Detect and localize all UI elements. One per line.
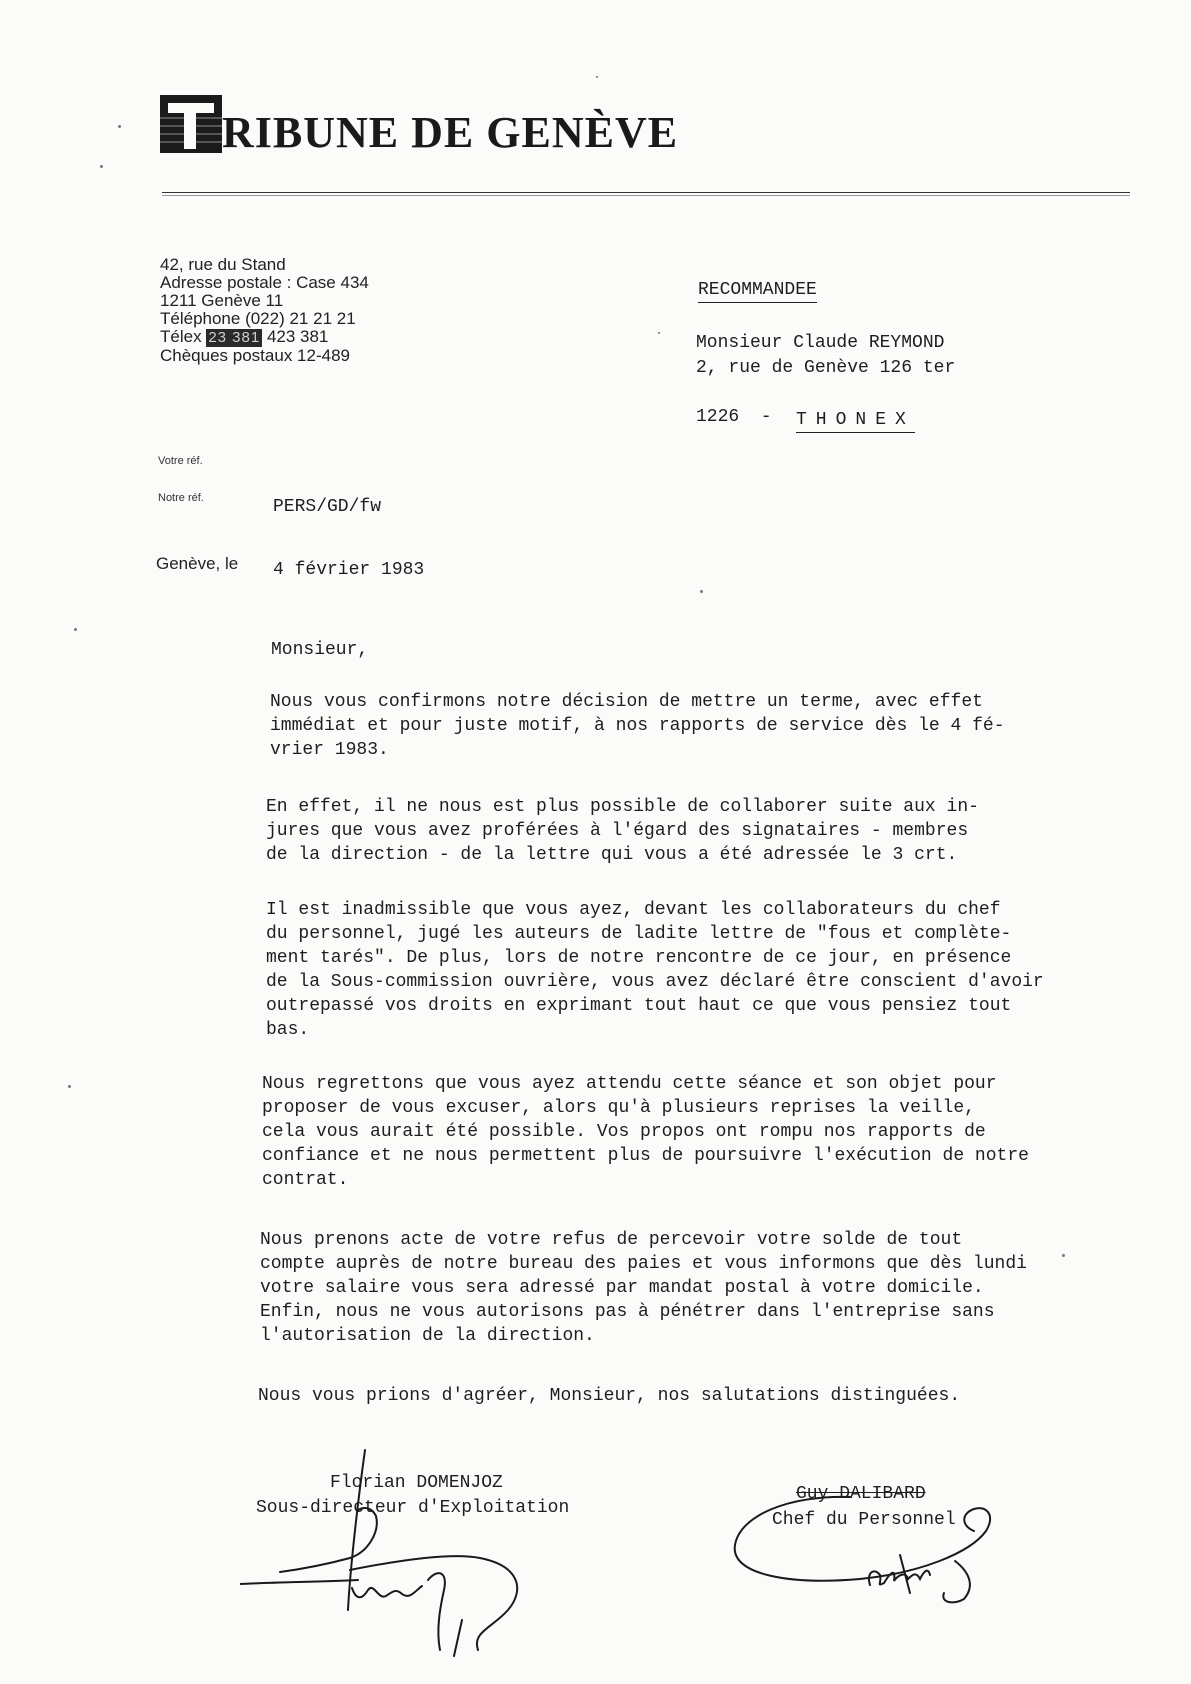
right-signatory-name: Guy DALIBARD <box>796 1484 926 1504</box>
paragraph-line: Enfin, nous ne vous autorisons pas à pénétrer dans l'entreprise sans <box>260 1302 995 1322</box>
paragraph-5 <box>260 1228 1027 1348</box>
telex-new-number: 423 381 <box>266 327 329 346</box>
scan-speck <box>700 590 703 593</box>
your-reference-label: Votre réf. <box>158 455 203 467</box>
paragraph-1 <box>270 690 1005 762</box>
company-phone: Téléphone (022) 21 21 21 <box>160 309 356 328</box>
company-address <box>160 256 369 365</box>
company-giro: Chèques postaux 12-489 <box>160 346 350 365</box>
paragraph-line: bas. <box>266 1020 310 1040</box>
paragraph-line: l'autorisation de la direction. <box>260 1326 595 1346</box>
paragraph-line: cela vous aurait été possible. Vos propos ont rompu nos rapports de <box>262 1122 986 1142</box>
handwritten-signature-left <box>240 1440 570 1660</box>
right-signatory-title: Chef du Personnel <box>772 1510 956 1530</box>
header-rule <box>162 192 1130 193</box>
handwritten-signature-right <box>730 1475 1010 1615</box>
recipient-name: Monsieur Claude REYMOND <box>696 333 945 353</box>
telex-prefix: Télex <box>160 327 202 346</box>
paragraph-line: jures que vous avez proférées à l'égard des signataires - membres <box>266 821 969 841</box>
paragraph-line: confiance et ne nous permettent plus de poursuivre l'exécution de notre <box>262 1146 1029 1166</box>
company-city: 1211 Genève 11 <box>160 291 284 310</box>
newspaper-name: RIBUNE DE GENÈVE <box>222 108 679 157</box>
paragraph-line: du personnel, jugé les auteurs de ladite lettre de "fous et complète- <box>266 924 1012 944</box>
paragraph-line: proposer de vous excuser, alors qu'à plusieurs reprises la veille, <box>262 1098 975 1118</box>
our-reference-label: Notre réf. <box>158 492 204 504</box>
registered-mail-note: RECOMMANDEE <box>698 280 817 300</box>
left-signatory-name: Florian DOMENJOZ <box>330 1473 503 1493</box>
paragraph-line: ment tarés". De plus, lors de notre rencontre de ce jour, en présence <box>266 948 1012 968</box>
telex-old-number: 23 381 <box>208 329 261 346</box>
our-reference-value: PERS/GD/fw <box>273 497 382 517</box>
paragraph-line: En effet, il ne nous est plus possible de collaborer suite aux in- <box>266 797 979 817</box>
recipient-street: 2, rue de Genève 126 ter <box>696 358 956 378</box>
paragraph-line: votre salaire vous sera adressé par mandat postal à votre domicile. <box>260 1278 984 1298</box>
paragraph-line: Nous prenons acte de votre refus de percevoir votre solde de tout <box>260 1230 963 1250</box>
letter-date: 4 février 1983 <box>273 560 425 580</box>
scan-speck <box>74 628 77 631</box>
scan-speck <box>118 125 121 128</box>
paragraph-line: de la direction - de la lettre qui vous a été adressée le 3 crt. <box>266 845 958 865</box>
paragraph-3 <box>266 898 1044 1042</box>
date-label: Genève, le <box>156 554 239 573</box>
paragraph-line: Il est inadmissible que vous ayez, devant les collaborateurs du chef <box>266 900 1001 920</box>
scan-speck <box>1062 1254 1065 1257</box>
paragraph-line: Nous regrettons que vous ayez attendu cette séance et son objet pour <box>262 1074 997 1094</box>
salutation: Monsieur, <box>271 640 369 660</box>
paragraph-line: compte auprès de notre bureau des paies et vous informons que dès lundi <box>260 1254 1027 1274</box>
paragraph-line: vrier 1983. <box>270 740 389 760</box>
newspaper-logo-icon <box>160 95 222 153</box>
header-rule-shadow <box>162 195 1130 196</box>
paragraph-4 <box>262 1072 1029 1192</box>
scan-speck <box>596 76 598 78</box>
scan-speck <box>68 1085 71 1088</box>
company-street: 42, rue du Stand <box>160 255 286 274</box>
recipient-postcode: 1226 - <box>696 407 772 427</box>
paragraph-line: immédiat et pour juste motif, à nos rapports de service dès le 4 fé- <box>270 716 1005 736</box>
company-postal-box: Adresse postale : Case 434 <box>160 273 369 292</box>
paragraph-line: de la Sous-commission ouvrière, vous avez déclaré être conscient d'avoir <box>266 972 1044 992</box>
scan-speck <box>658 332 660 334</box>
paragraph-2 <box>266 795 979 867</box>
recipient-city: THONEX <box>796 410 915 430</box>
left-signatory-title: Sous-directeur d'Exploitation <box>256 1498 570 1518</box>
scan-speck <box>100 165 103 168</box>
paragraph-line: contrat. <box>262 1170 349 1190</box>
closing-formula: Nous vous prions d'agréer, Monsieur, nos salutations distinguées. <box>258 1386 961 1406</box>
paragraph-line: outrepassé vos droits en exprimant tout haut ce que vous pensiez tout <box>266 996 1012 1016</box>
company-telex <box>160 328 369 347</box>
paragraph-line: Nous vous confirmons notre décision de mettre un terme, avec effet <box>270 692 983 712</box>
